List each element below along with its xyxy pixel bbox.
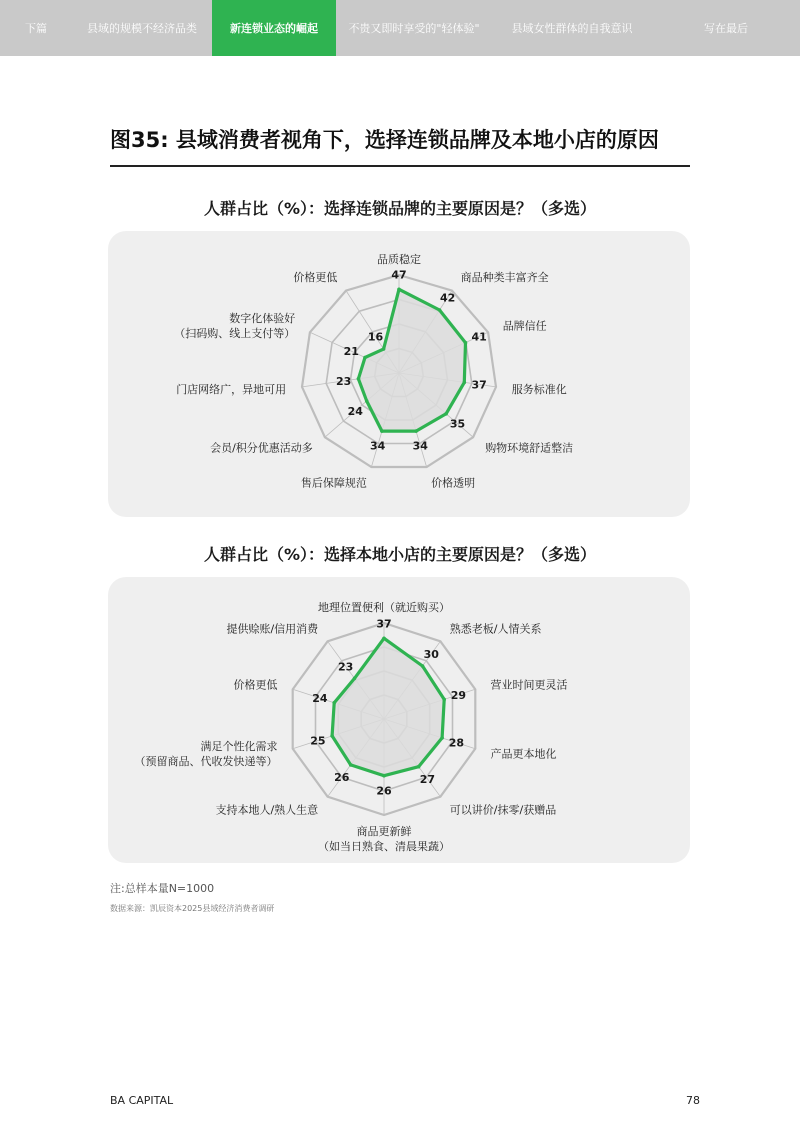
radar-point xyxy=(382,347,386,351)
local-radar-chart xyxy=(108,577,690,863)
radar-category-label: 地理位置便利（就近购买） xyxy=(318,601,450,614)
nav-tab-female-consciousness[interactable]: 县域女性群体的自我意识 xyxy=(511,22,633,35)
radar-value-label: 34 xyxy=(412,439,428,453)
radar-category-label: 门店网络广，异地可用 xyxy=(176,383,287,397)
radar-category-label: 服务标准化 xyxy=(511,383,567,397)
radar-value-label: 21 xyxy=(343,345,359,359)
chain-radar-chart xyxy=(108,231,690,517)
radar-value-label: 23 xyxy=(335,375,352,388)
radar-point xyxy=(464,341,468,345)
radar-category-label: 会员/积分优惠活动多 xyxy=(210,441,313,455)
radar-point xyxy=(421,664,425,668)
data-source: 数据来源：凯辰资本2025县域经济消费者调研 xyxy=(110,904,275,913)
radar-value-label: 24 xyxy=(312,692,328,706)
radar-value-label: 16 xyxy=(367,330,384,344)
radar-point xyxy=(332,701,336,705)
radar-value-label: 24 xyxy=(347,404,363,418)
radar-series-line xyxy=(358,289,465,431)
radar-value-label: 37 xyxy=(376,617,392,631)
radar-value-label: 28 xyxy=(448,736,465,750)
radar-point xyxy=(444,412,448,416)
nav-tab-part2[interactable]: 下篇 xyxy=(25,22,47,35)
nav-tab-light-experience[interactable]: 不贵又即时享受的"轻体验" xyxy=(348,22,480,35)
radar-category-label: （如当日熟食、清晨果蔬） xyxy=(318,840,450,853)
radar-point xyxy=(417,765,421,769)
radar-point xyxy=(442,698,446,702)
footer-brand: BA CAPITAL xyxy=(110,1094,174,1107)
radar-point xyxy=(380,429,384,433)
nav-tab-epilogue[interactable]: 写在最后 xyxy=(704,22,748,35)
radar-point xyxy=(440,736,444,740)
chain-radar-panel xyxy=(108,231,690,517)
radar-value-label: 35 xyxy=(449,417,466,431)
page-number: 78 xyxy=(686,1094,700,1107)
radar-point xyxy=(438,308,442,312)
radar-category-label: 商品种类丰富齐全 xyxy=(460,271,549,285)
radar-category-label: 价格更低 xyxy=(233,678,278,692)
local-radar-panel xyxy=(108,577,690,863)
radar-category-label: 提供赊账/信用消费 xyxy=(226,622,319,636)
chain-chart-title: 人群占比（%）：选择连锁品牌的主要原因是？（多选） xyxy=(203,199,597,218)
radar-category-label: （预留商品、代收发快递等） xyxy=(134,755,278,769)
radar-value-label: 26 xyxy=(376,784,392,798)
radar-value-label: 27 xyxy=(419,772,436,786)
radar-point xyxy=(397,288,401,292)
radar-category-label: 支持本地人/熟人生意 xyxy=(215,803,319,817)
radar-value-label: 26 xyxy=(334,771,350,784)
radar-category-label: 满足个性化需求 xyxy=(200,740,278,754)
radar-point xyxy=(357,377,361,381)
local-chart-title: 人群占比（%）：选择本地小店的主要原因是？（多选） xyxy=(203,545,597,564)
radar-value-label: 34 xyxy=(370,439,386,453)
radar-value-label: 47 xyxy=(391,268,407,282)
radar-category-label: 营业时间更灵活 xyxy=(490,678,568,692)
radar-category-label: 可以讲价/抹零/获赠品 xyxy=(449,803,557,817)
radar-category-label: 商品更新鲜 xyxy=(356,825,412,838)
radar-category-label: 售后保障规范 xyxy=(300,476,367,490)
radar-category-label: 品牌信任 xyxy=(502,319,547,333)
radar-value-label: 30 xyxy=(423,647,439,661)
radar-category-label: 熟悉老板/人情关系 xyxy=(449,622,542,636)
radar-point xyxy=(330,734,334,738)
radar-value-label: 29 xyxy=(450,688,467,702)
radar-point xyxy=(353,677,357,681)
radar-point xyxy=(382,774,386,778)
radar-point xyxy=(463,381,467,385)
radar-value-label: 42 xyxy=(439,291,456,305)
top-nav xyxy=(0,0,800,56)
radar-point xyxy=(382,637,386,641)
radar-point xyxy=(365,399,369,403)
footnote: 注:总样本量N=1000 xyxy=(110,882,215,895)
figure-title: 图35: 县域消费者视角下，选择连锁品牌及本地小店的原因 xyxy=(110,128,659,152)
radar-point xyxy=(414,429,418,433)
radar-category-label: 购物环境舒适整洁 xyxy=(485,441,574,455)
radar-point xyxy=(363,356,367,360)
radar-category-label: 产品更本地化 xyxy=(490,747,557,761)
nav-tab-scale-categories[interactable]: 县域的规模不经济品类 xyxy=(87,22,197,35)
radar-point xyxy=(349,763,353,767)
radar-category-label: 数字化体验好 xyxy=(229,312,296,326)
radar-value-label: 41 xyxy=(471,330,487,344)
radar-category-label: 价格透明 xyxy=(431,476,476,490)
title-divider xyxy=(110,165,690,167)
radar-category-label: 品质稳定 xyxy=(377,253,421,266)
radar-value-label: 25 xyxy=(310,734,326,748)
radar-category-label: 价格更低 xyxy=(293,271,338,285)
radar-value-label: 23 xyxy=(338,660,354,674)
nav-tab-new-chains[interactable]: 新连锁业态的崛起 xyxy=(212,0,336,56)
radar-value-label: 37 xyxy=(471,378,487,392)
radar-category-label: （扫码购、线上支付等） xyxy=(174,327,296,341)
